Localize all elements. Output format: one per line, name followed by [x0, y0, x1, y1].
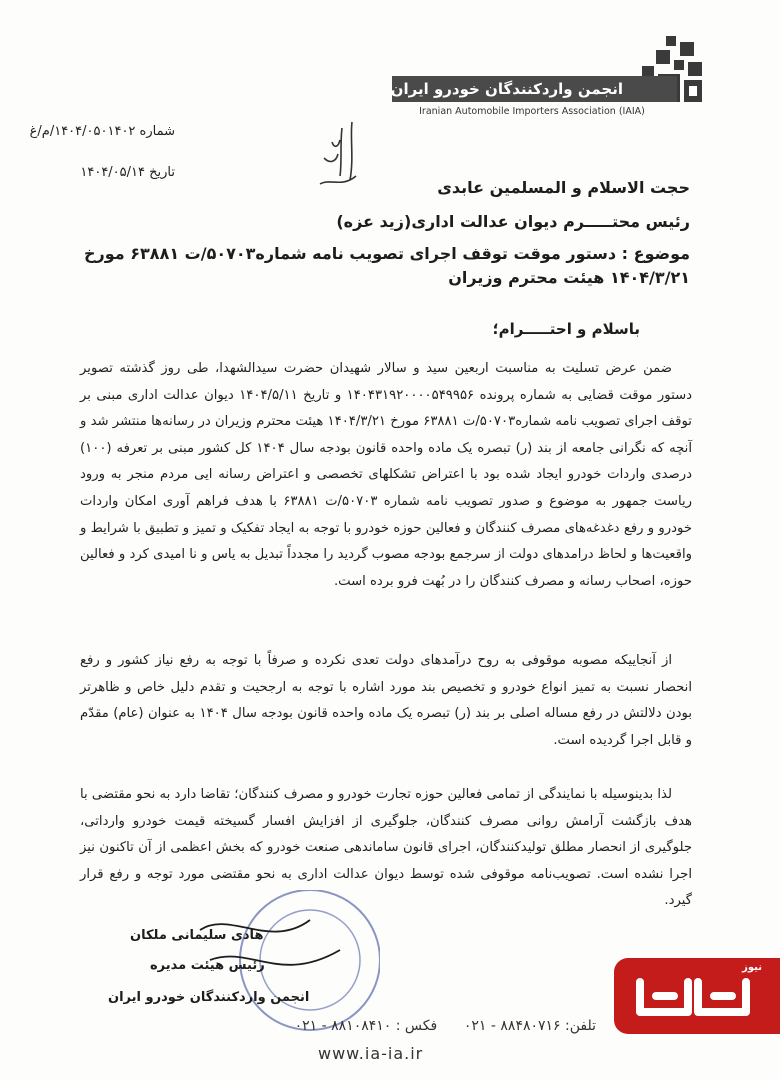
greeting: باسلام و احتـــــرام؛	[492, 320, 640, 338]
letter-number: شماره ۱۴۰۴/۰۵۰۱۴۰۲/م/غ	[29, 124, 175, 139]
letter-date: تاریخ ۱۴۰۴/۰۵/۱۴	[80, 165, 175, 180]
recipient-line-1: حجت الاسلام و المسلمین عابدی	[437, 178, 690, 197]
contact-footer	[196, 1018, 596, 1034]
letter-subject: موضوع : دستور موقت توقف اجرای تصویب نامه شماره۵۰۷۰۳/ت ۶۳۸۸۱ مورخ ۱۴۰۴/۳/۲۱ هیئت محترم وزیران	[84, 244, 690, 287]
signatory-org: انجمن واردکنندگان خودرو ایران	[108, 990, 310, 1005]
signatory-title: رئیس هیئت مدیره	[150, 958, 265, 973]
news-watermark	[614, 958, 780, 1034]
org-name-en: Iranian Automobile Importers Association (IAIA)	[419, 106, 645, 117]
fax: فکس : ۸۸۱۰۸۴۱۰ - ۰۲۱	[294, 1018, 438, 1034]
website: www.ia-ia.ir	[318, 1044, 424, 1063]
org-name-fa: انجمن واردکنندگان خودرو ایران	[390, 80, 623, 98]
watermark-logo-icon	[634, 968, 754, 1024]
association-stamp-icon	[140, 890, 380, 1060]
handwritten-note	[312, 118, 367, 198]
phone: تلفن: ۸۸۴۸۰۷۱۶ - ۰۲۱	[463, 1018, 596, 1034]
signatory-name: هادی سلیمانی ملکان	[130, 928, 264, 943]
body-paragraph: لذا بدینوسیله با نمایندگی از تمامی فعالین حوزه تجارت خودرو و مصرف کنندگان؛ تقاضا دارد به نحو مقتضی با هدف بازگشت آرامش روانی مصرف کنندگان، جلوگیری از افزایش افسار گسیخته قیمت خودرو وارداتی، جلوگیری از انحصار مطلق تولیدکنندگان، اجرای قانون ساماندهی صنعت خودرو که بخش اعظمی از آن تاکنون نیز اجرا نشده است. تصویب‌نامه موقوفی شده توسط دیوان عدالت اداری به نحو مقتضی مورد توجه و رفع قرار گیرد.	[80, 787, 692, 909]
recipient-line-2: رئیس محتـــــرم دیوان عدالت اداری(زید عزه)	[336, 212, 690, 231]
watermark-tag: نیوز	[742, 962, 762, 973]
body-paragraph: ضمن عرض تسلیت به مناسبت اربعین سید و سالار شهیدان حضرت سیدالشهدا، طی روز گذشته تصویر دستور موقت قضایی به شماره پرونده ۱۴۰۴۳۱۹۲۰۰۰۰۵۴۹۹۵۶ و تاریخ ۱۴۰۴/۵/۱۱ دیوان عدالت اداری مبنی بر توقف اجرای تصویب نامه شماره۵۰۷۰۳/ت ۶۳۸۸۱ مورخ ۱۴۰۴/۳/۲۱ هیئت محترم وزیران در رسانه‌ها منتشر شد و آنچه که نگرانی جامعه از بند (ر) تبصره یک ماده واحده قانون بودجه سال ۱۴۰۴ کل کشور مبنی بر تعرفه (۱۰۰) درصدی واردات خودرو ایجاد شده بود با اعتراض تشکلهای تخصصی و اعتراض رسانه ایی مردم منجر به ورود ریاست جمهور به موضوع و صدور تصویب نامه شماره ۵۰۷۰۳/ت ۶۳۸۸۱ با هدف فراهم آوری امکان واردات خودرو و رفع دغدغه‌های مصرف کنندگان و فعالین حوزه خودرو با توجه به ایجاد تفکیک و تمیز و تطبیق با شرایط و واقعیت‌ها و لحاظ درامدهای دولت از سرجمع بودجه مصوب گردید را مجدداً تبدیل به یاس و نا امیدی کرد و فعالین حوزه، اصحاب رسانه و مصرف کنندگان را در بُهت فرو برده است.	[80, 361, 693, 589]
body-paragraph: از آنجاییکه مصوبه موقوفی به روح درآمدهای دولت تعدی نکرده و صرفاً با توجه به رفع نیاز کشور و رفع انحصار نسبت به تمیز انواع خودرو و تخصیص بند مورد اشاره با توجه به ارجحیت و تقدم دلیل خاص و ظاهرتر بودن دلالتش در رفع مساله اصلی بر بند (ر) تبصره یک ماده واحده قانون بودجه سال ۱۴۰۴ به عنوان (عام) مقدّم و قابل اجرا گردیده است.	[80, 653, 692, 748]
